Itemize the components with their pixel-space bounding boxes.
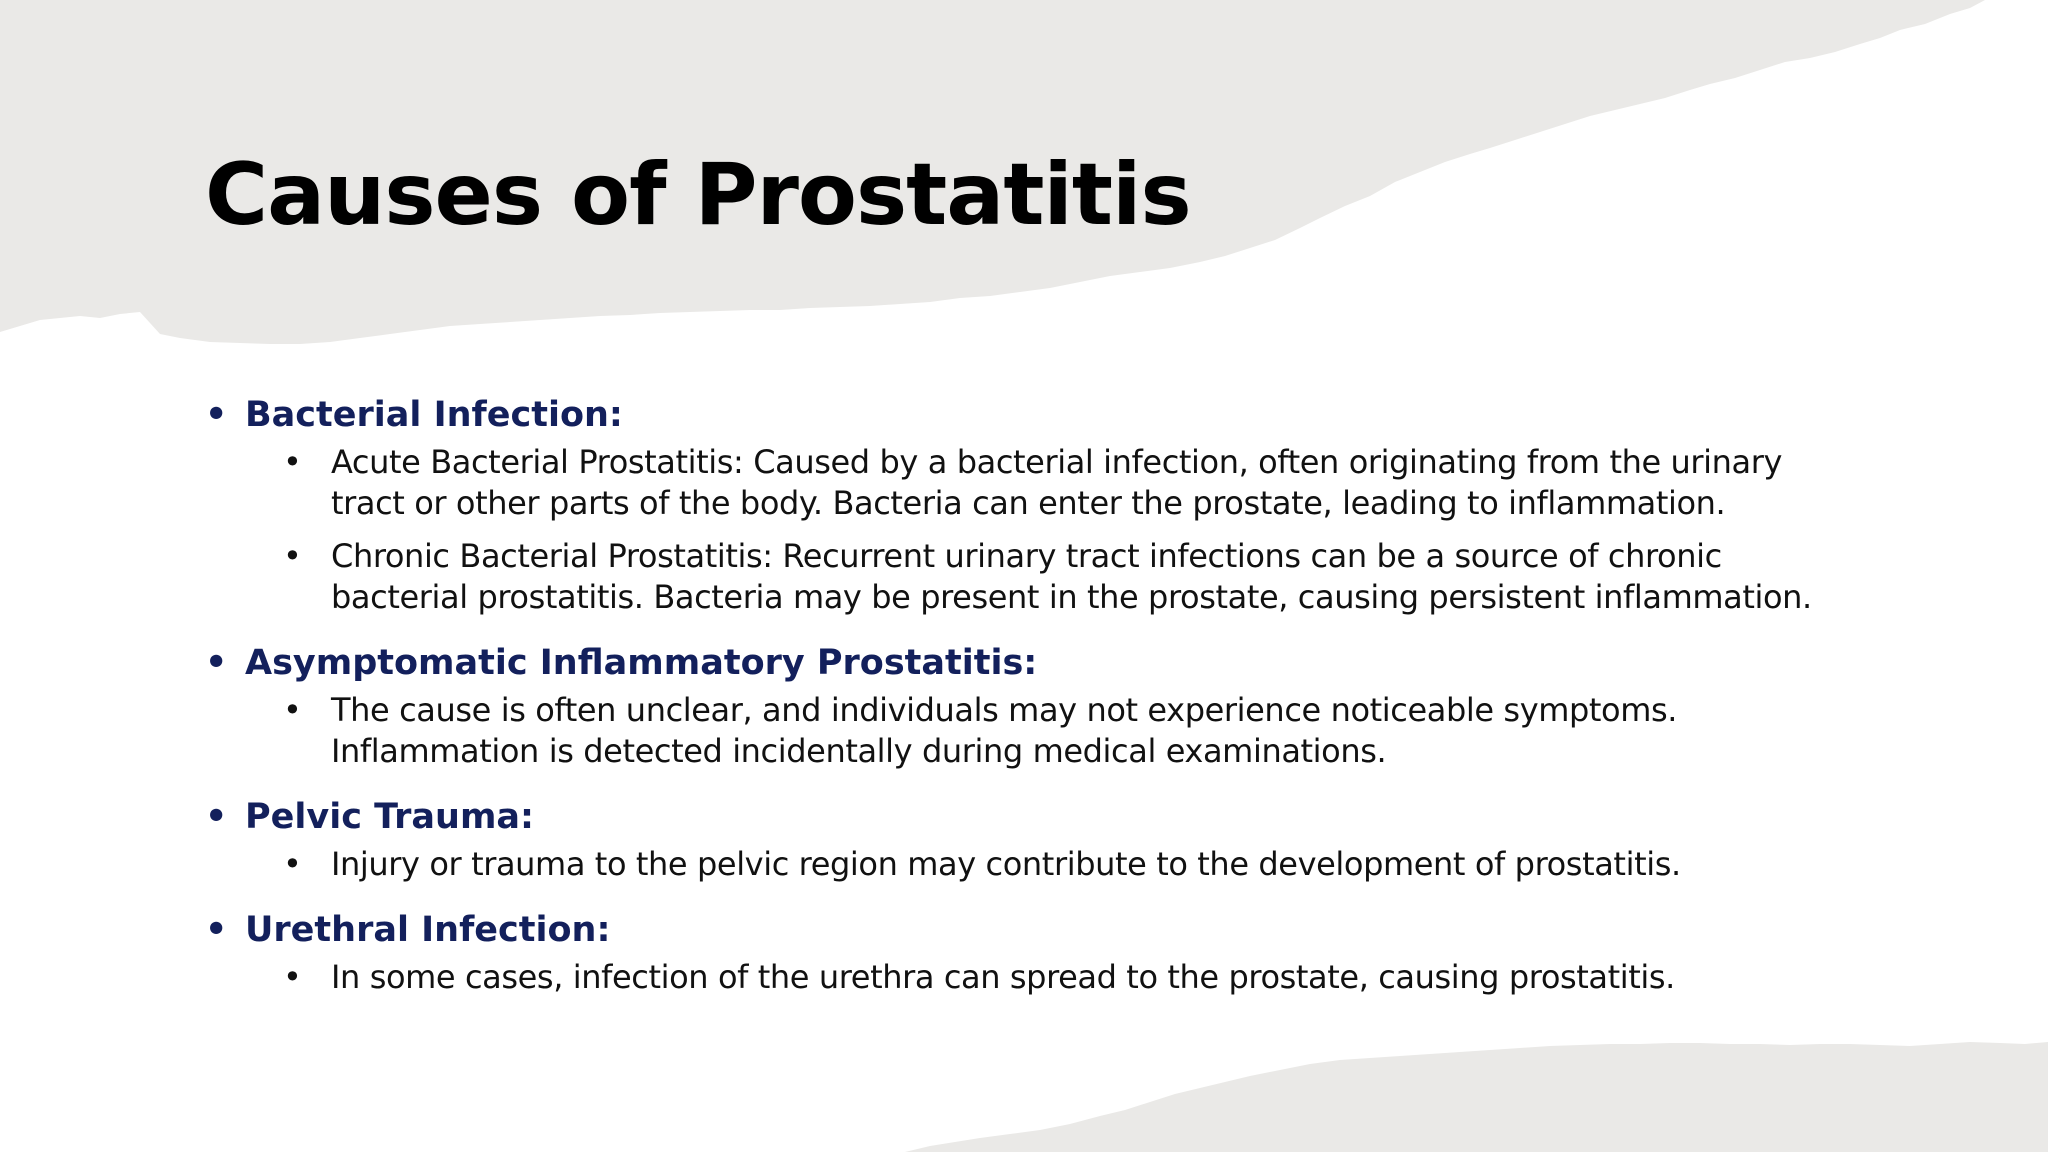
- bullet-icon: •: [283, 958, 302, 996]
- heading-text: Bacterial Infection:: [245, 395, 623, 435]
- bullet-icon: •: [205, 643, 228, 683]
- bullet-icon: •: [205, 910, 228, 950]
- bullet-icon: •: [283, 443, 302, 481]
- bullet-list: [205, 388, 1825, 1016]
- bullet-icon: •: [283, 537, 302, 575]
- sub-bullet-text: The cause is often unclear, and individuals may not experience noticeable symptoms. Inflammation is detected incidentally during medical examinations.: [331, 691, 1678, 770]
- heading-text: Asymptomatic Inflammatory Prostatitis:: [245, 643, 1038, 683]
- sub-bullet: [205, 536, 1825, 618]
- bullet-icon: •: [283, 691, 302, 729]
- sub-bullet-text: Injury or trauma to the pelvic region may contribute to the development of prostatitis.: [331, 845, 1681, 883]
- bullet-icon: •: [283, 845, 302, 883]
- section-pelvic-trauma: [205, 790, 1825, 885]
- sub-bullet-text: Chronic Bacterial Prostatitis: Recurrent urinary tract infections can be a source of chronic bacterial prostatitis. Bacteria may be present in the prostate, causing persistent inflammation.: [331, 537, 1812, 616]
- section-asymptomatic: [205, 636, 1825, 772]
- section-bacterial-infection: [205, 388, 1825, 618]
- section-urethral-infection: [205, 903, 1825, 998]
- heading-text: Pelvic Trauma:: [245, 797, 535, 837]
- bullet-icon: •: [205, 797, 228, 837]
- sub-bullet-text: In some cases, infection of the urethra can spread to the prostate, causing prostatitis.: [331, 958, 1675, 996]
- sub-bullet: [205, 690, 1825, 772]
- slide-title: Causes of Prostatitis: [205, 145, 1191, 245]
- sub-bullet: [205, 844, 1825, 885]
- heading-text: Urethral Infection:: [245, 910, 611, 950]
- sub-bullet-text: Acute Bacterial Prostatitis: Caused by a bacterial infection, often originating from the urinary tract or other parts of the body. Bacteria can enter the prostate, leading to inflammation.: [331, 443, 1783, 522]
- sub-bullet: [205, 442, 1825, 524]
- sub-bullet: [205, 957, 1825, 998]
- bottom-torn-paper-band: [905, 1042, 2048, 1152]
- section-heading: [205, 636, 1825, 690]
- section-heading: [205, 388, 1825, 442]
- bullet-icon: •: [205, 395, 228, 435]
- section-heading: [205, 790, 1825, 844]
- section-heading: [205, 903, 1825, 957]
